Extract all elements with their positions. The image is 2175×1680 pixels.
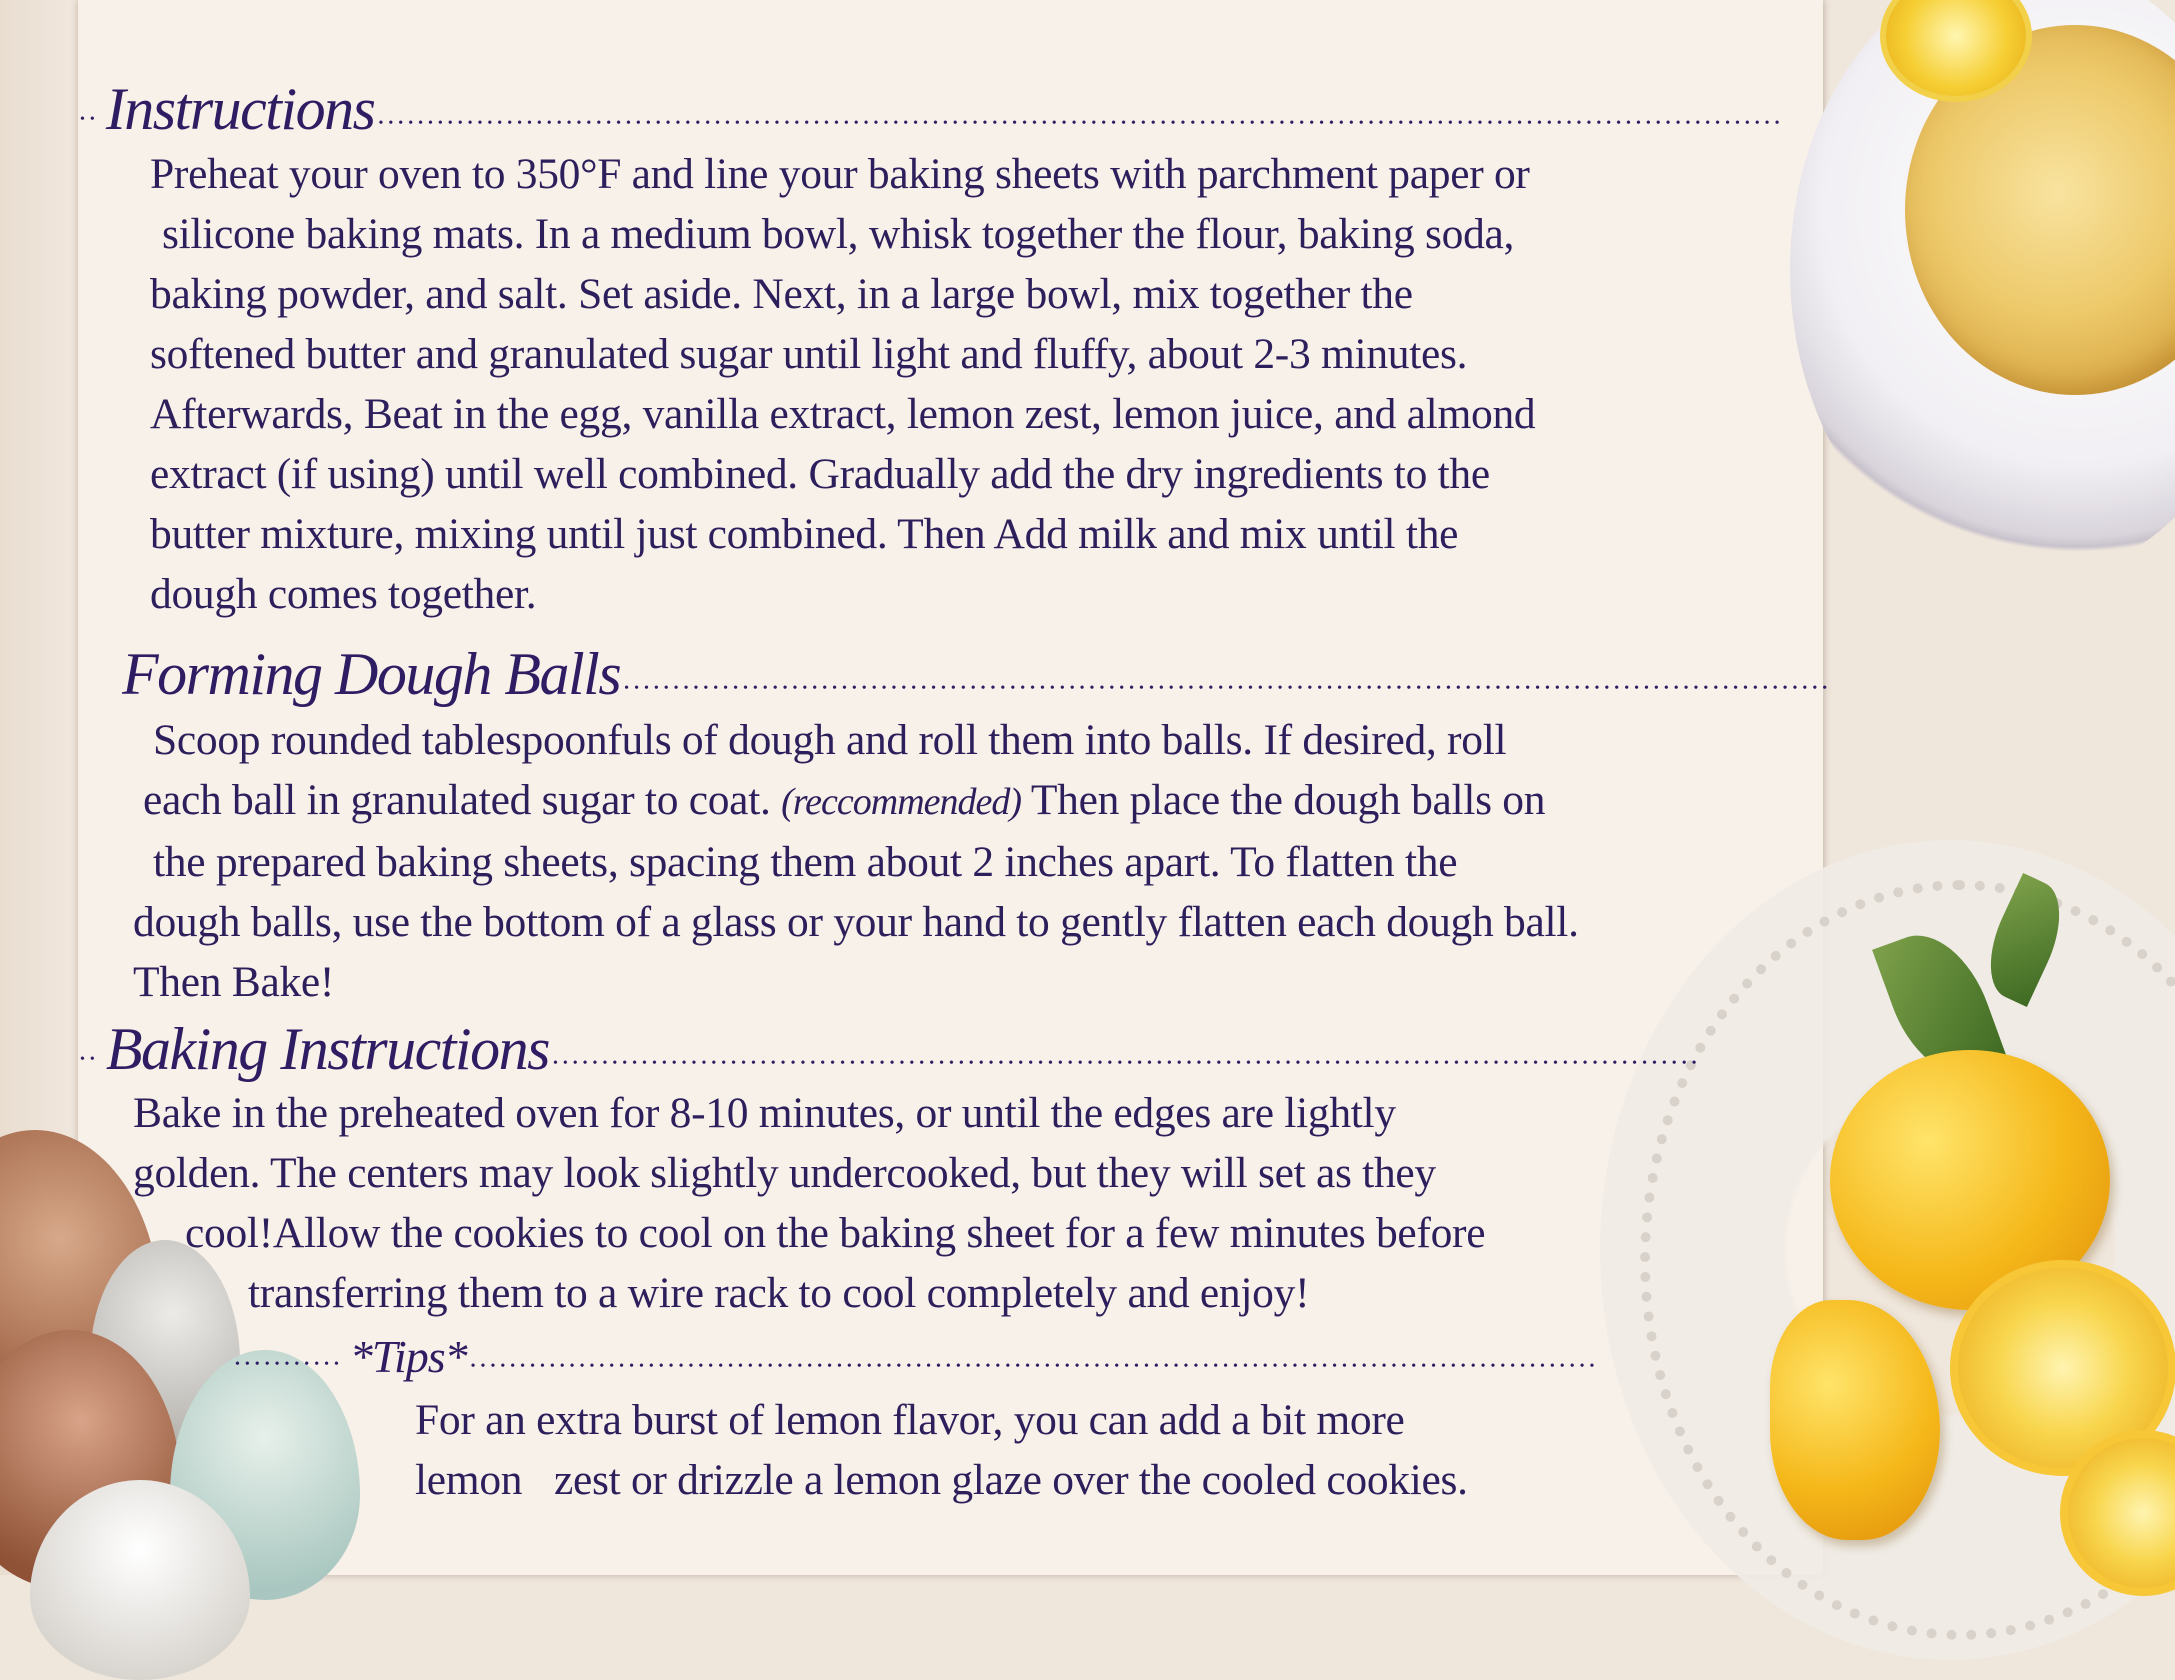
instructions-paragraph (150, 144, 1535, 624)
baking-paragraph (133, 1083, 1485, 1323)
tips-paragraph (415, 1390, 1468, 1510)
paragraph-line: golden. The centers may look slightly undercooked, but they will set as they (133, 1149, 1436, 1197)
paragraph-line: butter mixture, mixing until just combined. Then Add milk and mix until the (150, 510, 1459, 558)
heading-dots: ••••••••••• (235, 1357, 344, 1372)
heading-dots (378, 92, 1780, 139)
heading-text: Forming Dough Balls (122, 641, 621, 707)
heading-dots: •• (80, 112, 100, 127)
paragraph-line: baking powder, and salt. Set aside. Next, in a large bowl, mix together the (150, 270, 1413, 318)
paragraph-line (133, 770, 1579, 832)
section-heading-tips (235, 1330, 1595, 1383)
heading-dots: •• (80, 1052, 100, 1067)
paragraph-line: dough comes together. (150, 570, 537, 618)
paragraph-line: softened butter and granulated sugar until light and fluffy, about 2-3 minutes. (150, 330, 1468, 378)
heading-dots (471, 1335, 1595, 1382)
paragraph-line: dough balls, use the bottom of a glass or your hand to gently flatten each dough ball. (133, 898, 1579, 946)
paragraph-line: transferring them to a wire rack to cool completely and enjoy! (248, 1269, 1310, 1317)
paragraph-line: Afterwards, Beat in the egg, vanilla extract, lemon zest, lemon juice, and almond (150, 390, 1536, 438)
heading-text: Baking Instructions (105, 1016, 549, 1082)
section-heading-instructions (80, 75, 1780, 144)
line-text: each ball in granulated sugar to coat. (143, 776, 771, 824)
forming-paragraph (133, 710, 1579, 1012)
heading-dots (624, 657, 1827, 704)
paragraph-line: lemon zest or drizzle a lemon glaze over the cooled cookies. (415, 1456, 1468, 1504)
recommended-note: (reccommended) (781, 781, 1022, 823)
section-heading-baking (80, 1015, 1700, 1084)
paragraph-line: Then Bake! (133, 958, 335, 1006)
section-heading-forming (122, 640, 1827, 709)
heading-dots (553, 1032, 1700, 1079)
heading-text: Instructions (105, 76, 375, 142)
heading-text: *Tips* (349, 1331, 467, 1382)
paragraph-line: For an extra burst of lemon flavor, you can add a bit more (415, 1396, 1405, 1444)
paragraph-line: Scoop rounded tablespoonfuls of dough and roll them into balls. If desired, roll (153, 716, 1507, 764)
paragraph-line: cool!Allow the cookies to cool on the baking sheet for a few minutes before (185, 1209, 1486, 1257)
paragraph-line: the prepared baking sheets, spacing them about 2 inches apart. To flatten the (153, 838, 1458, 886)
paragraph-line: extract (if using) until well combined. Gradually add the dry ingredients to the (150, 450, 1490, 498)
paragraph-line: Bake in the preheated oven for 8-10 minutes, or until the edges are lightly (133, 1089, 1396, 1137)
paragraph-line: Preheat your oven to 350°F and line your baking sheets with parchment paper or (150, 150, 1530, 198)
paragraph-line: silicone baking mats. In a medium bowl, whisk together the flour, baking soda, (162, 210, 1515, 258)
line-text: Then place the dough balls on (1030, 776, 1546, 824)
